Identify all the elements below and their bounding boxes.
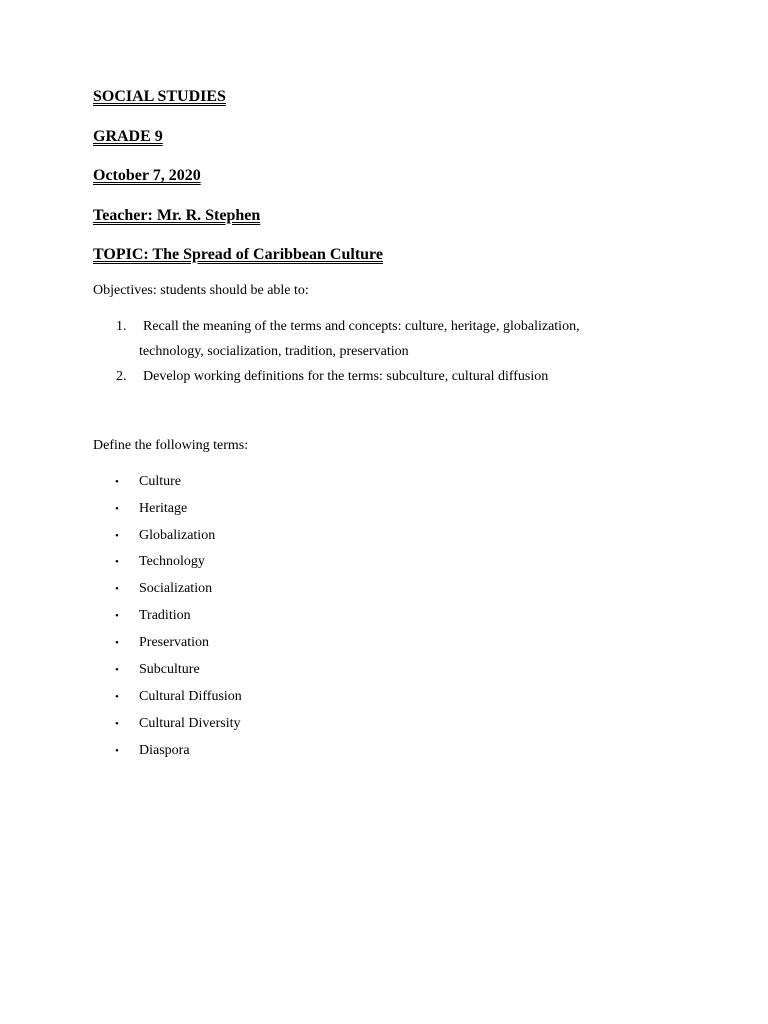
bullet-icon: •: [115, 530, 119, 542]
define-intro: Define the following terms:: [93, 438, 249, 453]
bullet-icon: •: [115, 503, 119, 515]
term-label: Tradition: [139, 608, 191, 623]
objective-number: 2.: [116, 369, 127, 384]
term-label: Globalization: [139, 528, 216, 543]
objectives-intro: Objectives: students should be able to:: [93, 283, 309, 298]
date-heading: October 7, 2020: [93, 167, 201, 184]
bullet-icon: •: [115, 664, 119, 676]
term-label: Preservation: [139, 635, 209, 650]
term-label: Culture: [139, 474, 181, 489]
term-label: Cultural Diversity: [139, 716, 241, 731]
term-label: Technology: [139, 554, 205, 569]
subject-heading: SOCIAL STUDIES: [93, 88, 226, 105]
teacher-heading: Teacher: Mr. R. Stephen: [93, 207, 261, 224]
bullet-icon: •: [115, 610, 119, 622]
bullet-icon: •: [115, 718, 119, 730]
term-label: Heritage: [139, 501, 188, 516]
bullet-icon: •: [115, 476, 119, 488]
bullet-icon: •: [115, 637, 119, 649]
term-label: Subculture: [139, 662, 200, 677]
bullet-icon: •: [115, 583, 119, 595]
bullet-icon: •: [115, 691, 119, 703]
objective-text-line: technology, socialization, tradition, preservation: [139, 344, 409, 359]
term-label: Diaspora: [139, 743, 190, 758]
term-label: Cultural Diffusion: [139, 689, 242, 704]
bullet-icon: •: [115, 556, 119, 568]
objective-text-line: Develop working definitions for the terms: subculture, cultural diffusion: [143, 369, 549, 384]
objective-text-line: Recall the meaning of the terms and concepts: culture, heritage, globalization,: [143, 319, 580, 334]
objective-number: 1.: [116, 319, 127, 334]
grade-heading: GRADE 9: [93, 128, 163, 145]
term-label: Socialization: [139, 581, 213, 596]
topic-heading: TOPIC: The Spread of Caribbean Culture: [93, 246, 383, 263]
bullet-icon: •: [115, 745, 119, 757]
